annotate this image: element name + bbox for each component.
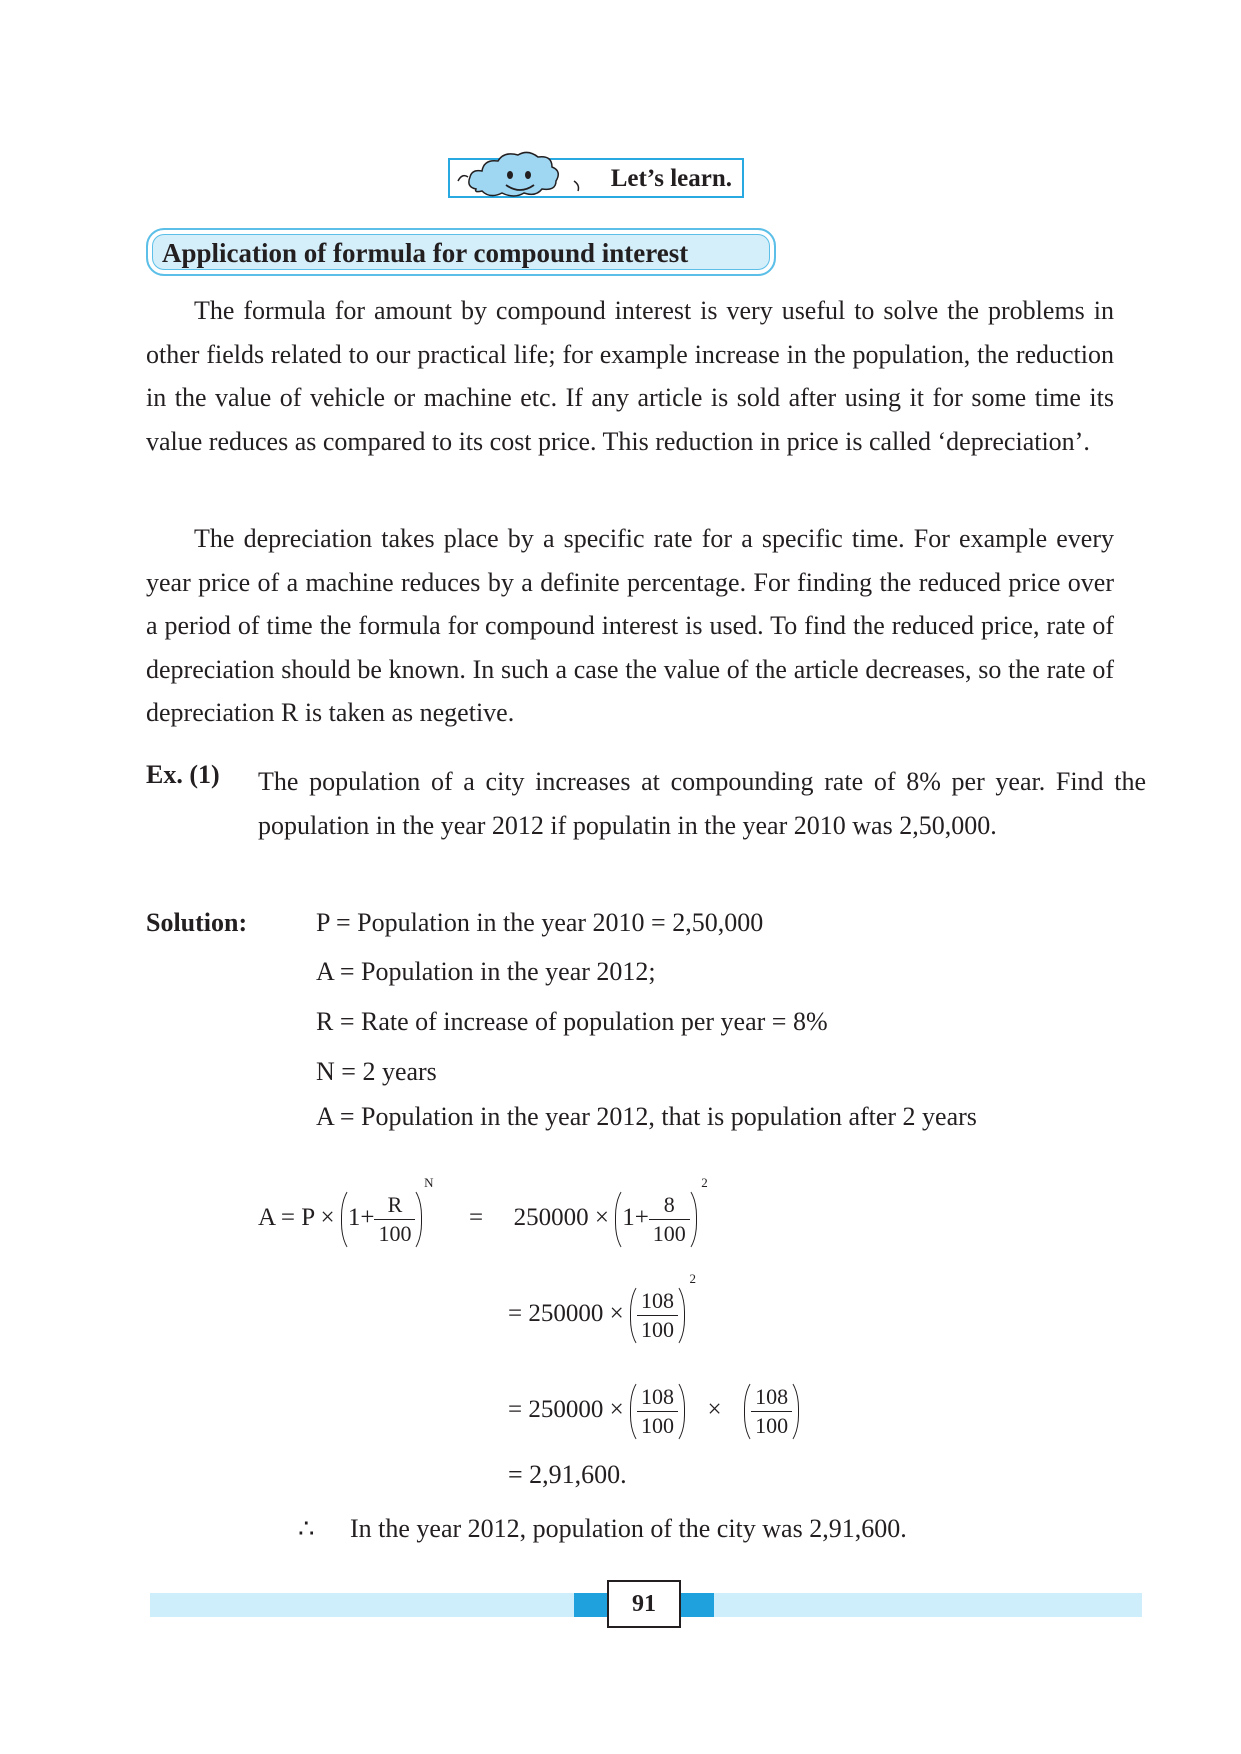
formula-paren <box>615 1175 708 1253</box>
step-prefix: = 250000 × <box>508 1396 624 1424</box>
formula-paren <box>630 1271 696 1349</box>
step-prefix: = 250000 × <box>508 1300 624 1328</box>
formula-line-2 <box>508 1271 696 1349</box>
formula-paren <box>744 1378 799 1445</box>
formula-paren <box>341 1175 434 1253</box>
formula-line-1 <box>258 1175 708 1253</box>
solution-label: Solution: <box>146 908 248 937</box>
formula-line-3 <box>508 1378 799 1445</box>
example-label: Ex. (1) <box>146 760 220 789</box>
section-title: Application of formula for compound interest <box>162 238 689 268</box>
equals-sign: = <box>468 1204 484 1232</box>
conclusion-text: In the year 2012, population of the city was 2,91,600. <box>350 1514 907 1543</box>
solution-line: N = 2 years <box>316 1057 437 1086</box>
times-sign: × <box>707 1396 722 1424</box>
one-plus: 1+ <box>622 1204 649 1232</box>
section-heading <box>146 228 776 276</box>
fraction-r-over-100: $\frac{R}{100}$ <box>374 1191 415 1248</box>
exponent-2: 2 <box>689 1271 696 1286</box>
exponent-n: N <box>424 1175 434 1190</box>
fraction-108-over-100: $\frac{108}{100}$ <box>637 1383 678 1440</box>
exponent-2: 2 <box>701 1175 708 1190</box>
fraction-108-over-100: $\frac{108}{100}$ <box>751 1383 792 1440</box>
conclusion <box>298 1514 907 1544</box>
lets-learn-box <box>448 158 744 198</box>
one-plus: 1+ <box>347 1204 375 1232</box>
formula-lhs: A = P × <box>258 1204 335 1232</box>
example-text: The population of a city increases at compounding rate of 8% per year. Find the population in the year 2012 if populatin in the year 2010 was 2,50,000. <box>258 767 1146 840</box>
solution-line: P = Population in the year 2010 = 2,50,000 <box>316 908 764 937</box>
fraction-8-over-100: $\frac{8}{100}$ <box>649 1191 690 1248</box>
paragraph-depreciation: The depreciation takes place by a specific rate for a specific time. For example every year price of a machine reduces by a definite percentage. For finding the reduced price over a period of time the formula for compound interest is used. To find the reduced price, rate of depreciation should be known. In such a case the value of the article decreases, so the rate of depreciation R is taken as negetive. <box>146 524 1114 728</box>
solution-line: A = Population in the year 2012, that is population after 2 years <box>316 1102 977 1131</box>
solution-line: A = Population in the year 2012; <box>316 957 656 986</box>
solution-line: R = Rate of increase of population per year = 8% <box>316 1007 828 1036</box>
paragraph-compound-interest: The formula for amount by compound interest is very useful to solve the problems in other fields related to our practical life; for example increase in the population, the reduction in the value of vehicle or machine etc. If any article is sold after using it for some time its value reduces as compared to its cost price. This reduction in price is called ‘depreciation’. <box>146 296 1114 456</box>
formula-result: = 2,91,600. <box>508 1460 627 1489</box>
fraction-108-over-100: $\frac{108}{100}$ <box>637 1287 678 1344</box>
cloud-mascot-icon <box>454 151 584 205</box>
formula-principal: 250000 × <box>513 1204 609 1232</box>
lets-learn-label: Let’s learn. <box>610 165 732 192</box>
page-number: 91 <box>607 1580 681 1628</box>
therefore-symbol: ∴ <box>298 1514 315 1543</box>
formula-paren <box>630 1378 685 1445</box>
